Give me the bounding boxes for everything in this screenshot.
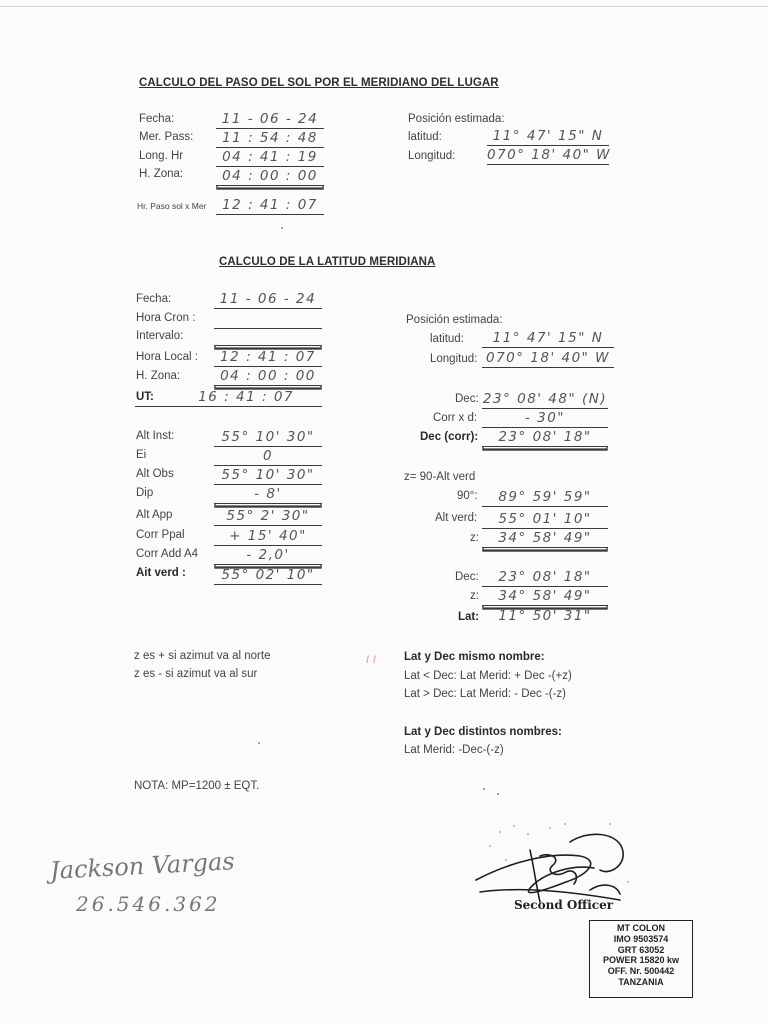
s2-hzona-value: 04 : 00 : 00 xyxy=(214,367,322,386)
s2-lat-final-value: 11° 50' 31" xyxy=(498,608,592,624)
stamp-line: IMO 9503574 xyxy=(613,933,669,944)
s2-ei-value: 0 xyxy=(214,447,322,466)
s2-dec2-label: Dec: xyxy=(455,571,479,583)
note-distintos-1: Lat Merid: -Dec-(-z) xyxy=(404,744,504,756)
s2-z2-value: 34° 58' 49" xyxy=(482,587,608,606)
s2-latitud-label: latitud: xyxy=(430,333,464,345)
s2-90-label: 90°: xyxy=(457,490,478,502)
s2-posicion-title: Posición estimada: xyxy=(406,314,503,326)
s2-altverd-label: Ait verd : xyxy=(136,567,186,579)
s2-horalocal-value: 12 : 41 : 07 xyxy=(214,348,322,367)
s1-longhr-value: 04 : 41 : 19 xyxy=(216,148,324,167)
s2-horalocal-label: Hora Local : xyxy=(136,351,199,363)
scan-speck xyxy=(281,227,283,229)
s2-altverd-value: 55° 02' 10" xyxy=(214,566,322,585)
s2-90-value: 89° 59' 59" xyxy=(482,488,608,507)
s2-altobs-value: 55° 10' 30" xyxy=(214,466,322,485)
stamp-line: MT COLON xyxy=(617,923,665,933)
s1-longitud-label: Longitud: xyxy=(408,150,456,162)
s2-intervalo-value xyxy=(214,327,322,346)
s1-merpass-label: Mer. Pass: xyxy=(139,131,194,143)
s2-horacron-label: Hora Cron : xyxy=(136,312,196,324)
s1-longhr-label: Long. Hr xyxy=(139,150,184,162)
scan-speck xyxy=(497,793,499,795)
s2-altapp-value: 55° 2' 30" xyxy=(214,507,322,526)
s2-corrppal-label: Corr Ppal xyxy=(136,529,185,541)
s2-ut-value xyxy=(135,388,322,407)
s2-hzona-label: H. Zona: xyxy=(136,370,181,382)
s2-corradd-label: Corr Add A4 xyxy=(136,548,199,560)
s2-dec-label: Dec: xyxy=(455,393,479,405)
s1-merpass-value: 11 : 54 : 48 xyxy=(216,129,324,148)
s2-corrppal-value: + 15' 40" xyxy=(214,527,322,546)
page-top-edge xyxy=(0,6,768,7)
s2-dec2-value: 23° 08' 18" xyxy=(482,568,608,587)
s2-altobs-label: Alt Obs xyxy=(136,468,174,480)
s2-corradd-value: - 2,0' xyxy=(214,546,322,565)
s1-latitud-label: latitud: xyxy=(408,131,442,143)
s2-corrxd-value: - 30" xyxy=(482,409,608,428)
s1-fecha-label: Fecha: xyxy=(139,113,175,125)
note-mp: NOTA: MP=1200 ± EQT. xyxy=(134,780,260,792)
section1-title: CALCULO DEL PASO DEL SOL POR EL MERIDIANO DEL LUGAR xyxy=(139,77,499,89)
s1-posicion-title: Posición estimada: xyxy=(408,113,505,125)
s1-hr-paso-label: Hr. Paso sol x Mer xyxy=(137,201,207,211)
stamp-line: GRT 63052 xyxy=(617,944,665,955)
s1-hzona-value: 04 : 00 : 00 xyxy=(216,167,324,186)
s2-z-label: z: xyxy=(470,532,479,544)
s2-fecha-value: 11 - 06 - 24 xyxy=(214,290,322,309)
note-mismo-title: Lat y Dec mismo nombre: xyxy=(404,651,545,663)
s2-altinst-value: 55° 10' 30" xyxy=(214,428,322,447)
s2-ut-label: UT: xyxy=(136,391,154,403)
handwritten-name: Jackson Vargas xyxy=(49,847,236,885)
s2-deccorr-value: 23° 08' 18" xyxy=(482,428,608,447)
s1-hr-paso-value: 12 : 41 : 07 xyxy=(216,196,324,215)
s2-lat-final-label: Lat: xyxy=(458,611,480,623)
note-mismo-2: Lat > Dec: Lat Merid: - Dec -(-z) xyxy=(404,688,566,700)
s2-z-value: 34° 58' 49" xyxy=(482,529,608,548)
s2-corrxd-label: Corr x d: xyxy=(433,412,478,424)
ship-stamp xyxy=(589,920,693,998)
s2-longitud-value: 070° 18' 40" W xyxy=(482,349,614,368)
note-z-sur: z es - si azimut va al sur xyxy=(134,668,258,680)
s1-longitud-value: 070° 18' 40" W xyxy=(487,147,612,163)
stamp-line: POWER 15820 kw xyxy=(602,955,680,966)
note-z-norte: z es + si azimut va al norte xyxy=(134,650,271,662)
s2-z2-label: z: xyxy=(470,590,479,602)
scan-speck xyxy=(483,788,485,790)
s1-latitud-value: 11° 47' 15" N xyxy=(487,127,609,146)
s2-dip-label: Dip xyxy=(136,487,154,499)
note-distintos-title: Lat y Dec distintos nombres: xyxy=(404,726,562,738)
section2-title: CALCULO DE LA LATITUD MERIDIANA xyxy=(219,256,436,268)
s2-dip-value: - 8' xyxy=(214,485,322,504)
handwritten-number: 26.546.362 xyxy=(76,892,221,916)
s1-fecha-value: 11 - 06 - 24 xyxy=(216,110,324,129)
note-mismo-1: Lat < Dec: Lat Merid: + Dec -(+z) xyxy=(404,670,572,682)
stamp-role: Second Officer xyxy=(514,898,614,912)
s2-ut-value-text: 16 : 41 : 07 xyxy=(198,389,294,405)
s2-altapp-label: Alt App xyxy=(136,509,173,521)
pink-mark: ι ι xyxy=(366,650,377,666)
s2-ei-label: Ei xyxy=(136,449,147,461)
s2-intervalo-label: Intervalo: xyxy=(136,330,184,342)
stamp-line: TANZANIA xyxy=(618,976,664,987)
s2-altinst-label: Alt Inst: xyxy=(136,430,175,442)
s2-longitud-label: Longitud: xyxy=(430,353,478,365)
s2-latitud-value: 11° 47' 15" N xyxy=(482,329,614,348)
s2-z-formula: z= 90-Alt verd xyxy=(404,471,476,483)
stamp-line: OFF. Nr. 500442 xyxy=(607,966,675,977)
s2-deccorr-label: Dec (corr): xyxy=(420,431,479,443)
s2-dec-value: 23° 08' 48" (N) xyxy=(482,391,608,407)
s2-fecha-label: Fecha: xyxy=(136,293,172,305)
s2-altverd-r-label: Alt verd: xyxy=(435,512,478,524)
s2-altverd-r-value: 55° 01' 10" xyxy=(482,510,608,529)
s1-hzona-label: H. Zona: xyxy=(139,168,184,180)
scan-speck xyxy=(258,742,260,744)
